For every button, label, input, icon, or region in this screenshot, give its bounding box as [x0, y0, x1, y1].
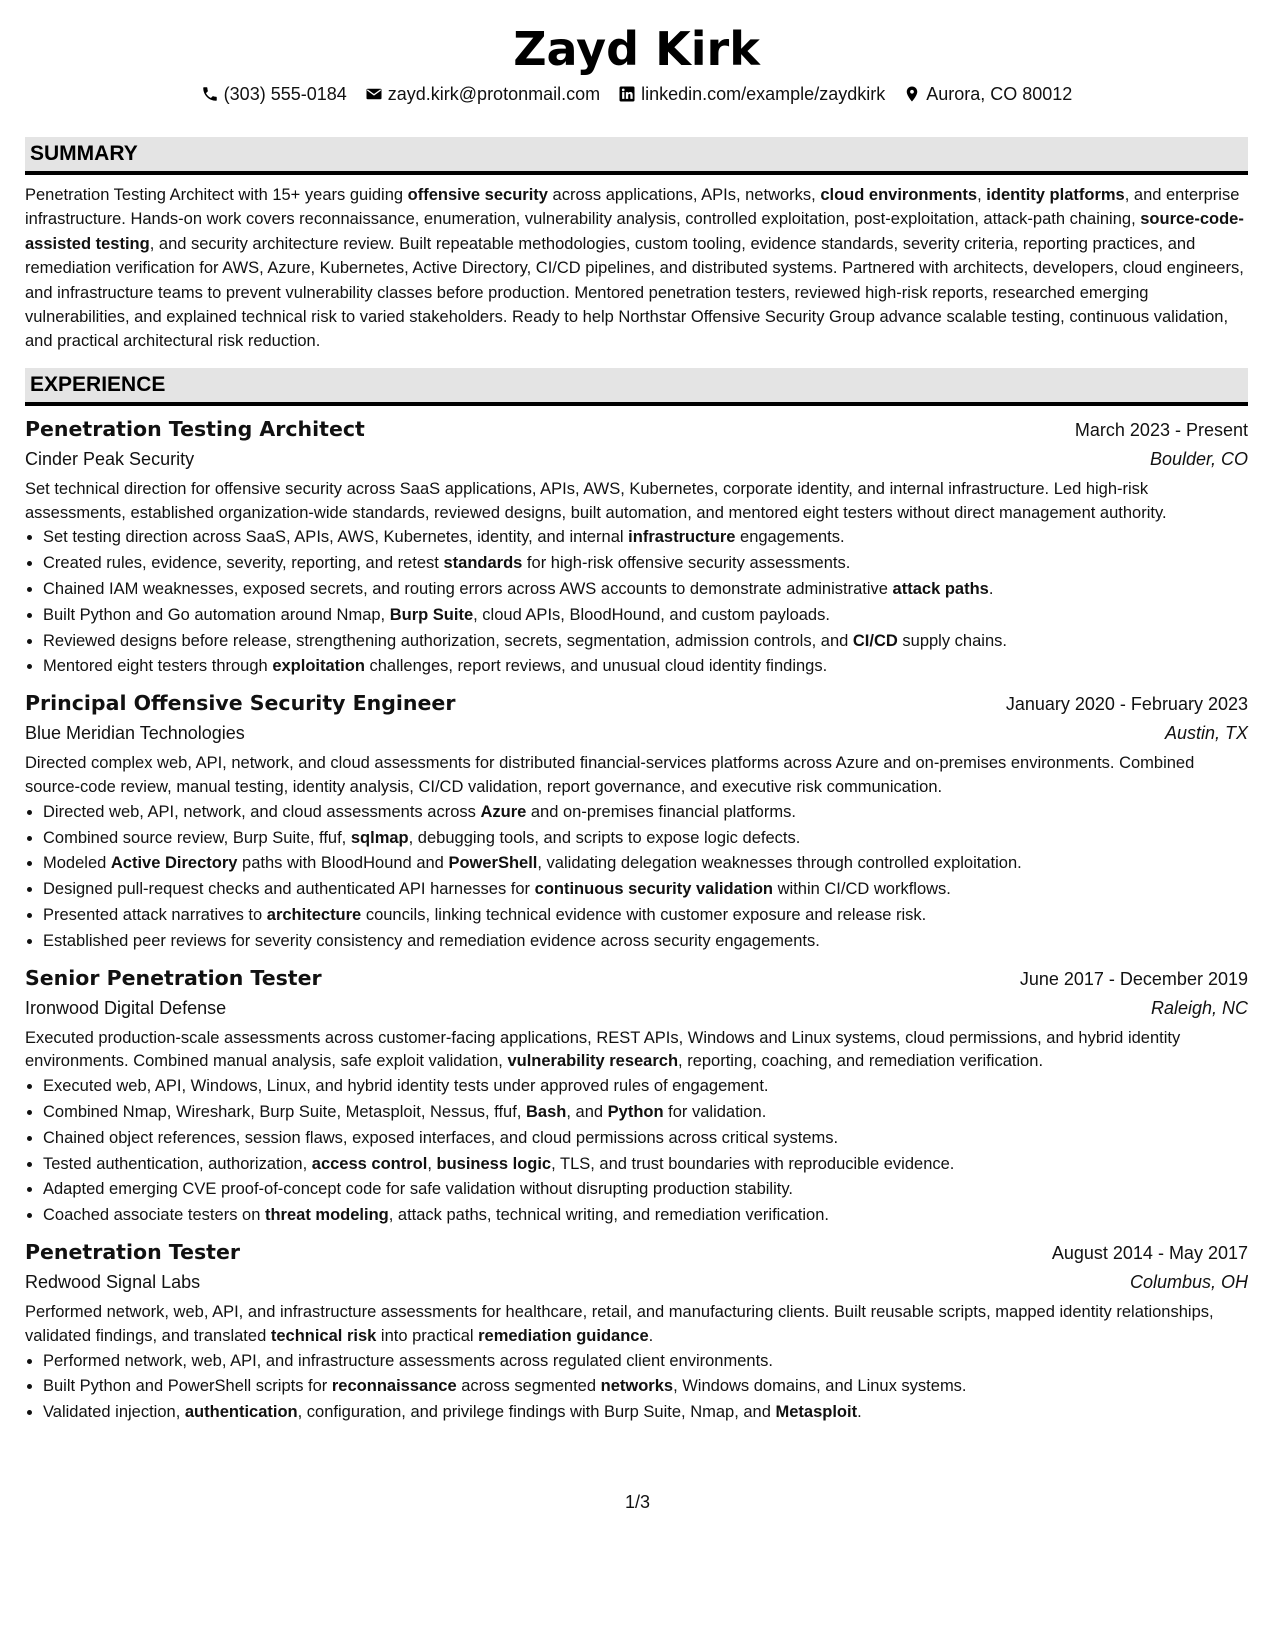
envelope-icon	[365, 85, 383, 103]
text-run: Reviewed designs before release, strengthening authorization, secrets, segmentation, admission controls, and	[43, 631, 853, 650]
bold-keyword: remediation guidance	[478, 1326, 649, 1345]
job-location: Boulder, CO	[1149, 448, 1248, 469]
text-run: , debugging tools, and scripts to expose logic defects.	[408, 828, 801, 847]
contact-phone	[201, 82, 347, 106]
bullet-item	[43, 629, 1248, 655]
experience-list	[25, 414, 1248, 1426]
job-entry	[25, 414, 1248, 680]
job-bullets	[25, 525, 1248, 680]
contact-linkedin[interactable]	[618, 82, 885, 106]
bullet-item	[43, 603, 1248, 629]
job-header	[25, 963, 1248, 993]
bold-keyword: Active Directory	[110, 854, 238, 873]
bold-keyword: PowerShell	[448, 854, 538, 873]
bold-keyword: source-code-assisted testing	[25, 210, 1244, 253]
bullet-item	[43, 1152, 1248, 1178]
bold-keyword: authentication	[184, 1403, 298, 1422]
bullet-item	[43, 1074, 1248, 1100]
text-run: Established peer reviews for severity consistency and remediation evidence across security engagements.	[43, 931, 820, 950]
linkedin-link[interactable]: linkedin.com/example/zaydkirk	[641, 84, 886, 104]
text-run: Performed network, web, API, and infrastructure assessments across regulated client environments.	[43, 1351, 774, 1370]
job-location: Raleigh, NC	[1150, 997, 1248, 1018]
bold-keyword: infrastructure	[628, 528, 736, 547]
bold-keyword: business logic	[436, 1154, 552, 1173]
text-run: engagements.	[735, 528, 845, 547]
text-run: , validating delegation weaknesses through controlled exploitation.	[537, 854, 1022, 873]
text-run: ,	[977, 186, 987, 204]
job-company: Cinder Peak Security	[25, 448, 195, 469]
text-run: into practical	[376, 1326, 479, 1345]
candidate-name: Zayd Kirk	[513, 22, 760, 76]
text-run: Designed pull-request checks and authenticated API harnesses for	[43, 880, 535, 899]
job-bullets	[25, 1074, 1248, 1229]
job-subheader	[25, 993, 1248, 1023]
job-subheader	[25, 1267, 1248, 1297]
text-run: Validated injection,	[43, 1403, 185, 1422]
job-dates: August 2014 - May 2017	[1051, 1242, 1248, 1263]
bold-keyword: Azure	[480, 802, 527, 821]
text-run: councils, linking technical evidence with customer exposure and release risk.	[361, 906, 927, 924]
bold-keyword: Metasploit	[775, 1403, 858, 1422]
bullet-item	[43, 577, 1248, 603]
text-run: , configuration, and privilege findings with Burp Suite, Nmap, and	[297, 1403, 776, 1422]
section-header-experience: EXPERIENCE	[25, 368, 1248, 406]
phone-icon	[201, 85, 219, 103]
bullet-item	[43, 1203, 1248, 1229]
bold-keyword: threat modeling	[264, 1206, 389, 1225]
text-run: , reporting, coaching, and remediation verification.	[678, 1052, 1044, 1071]
job-company: Ironwood Digital Defense	[25, 997, 227, 1018]
bold-keyword: sqlmap	[350, 828, 409, 847]
section-header-summary: SUMMARY	[25, 137, 1248, 175]
job-bullets	[25, 800, 1248, 955]
text-run: across segmented	[456, 1377, 601, 1396]
location-text: Aurora, CO 80012	[926, 84, 1073, 104]
text-run: Combined source review, Burp Suite, ffuf,	[43, 828, 351, 847]
job-description	[25, 1301, 1248, 1349]
text-run: Chained object references, session flaws, exposed interfaces, and cloud permissions across critical systems.	[43, 1128, 839, 1147]
text-run: , TLS, and trust boundaries with reproducible evidence.	[551, 1154, 955, 1173]
text-run: Presented attack narratives to	[43, 906, 267, 924]
resume-page	[25, 0, 1248, 1426]
job-header	[25, 688, 1248, 718]
contact-bar	[25, 82, 1248, 106]
bold-keyword: reconnaissance	[331, 1377, 457, 1396]
summary-text	[25, 183, 1248, 354]
text-run: , and security architecture review. Built repeatable methodologies, custom tooling, evidence standards, severity criteria, reporting practices, and remediation verification for AWS, Azure, Kubernetes, Active Directory, CI/CD pipelines, and distributed systems. Partnered with architects, developers, cloud engineers, and infrastructure teams to prevent vulnerability classes before production. Mentored penetration testers, reviewed high-risk reports, researched emerging vulnerabilities, and explained technical risk to varied stakeholders. Ready to help Northstar Offensive Security Group advance scalable testing, continuous validation, and practical architectural risk reduction.	[25, 234, 1244, 351]
job-subheader	[25, 718, 1248, 748]
bold-keyword: exploitation	[272, 657, 365, 676]
job-title: Penetration Testing Architect	[25, 416, 365, 441]
text-run: Executed production-scale assessments across customer-facing applications, REST APIs, Windows and Linux systems, cloud permissions, and hybrid identity environments. Combined manual analysis, safe exploit validation,	[25, 1028, 1181, 1071]
job-location: Columbus, OH	[1129, 1271, 1248, 1292]
bullet-item	[43, 551, 1248, 577]
bullet-item	[43, 1100, 1248, 1126]
job-header	[25, 1237, 1248, 1267]
bold-keyword: offensive security	[407, 186, 548, 204]
bullet-item	[43, 525, 1248, 551]
bullet-item	[43, 800, 1248, 826]
bold-keyword: architecture	[266, 906, 362, 924]
text-run: Directed complex web, API, network, and cloud assessments for distributed financial-services platforms across Azure and on-premises environments. Combined source-code review, manual testing, identity analysis, CI/CD validation, report governance, and executive risk communication.	[25, 754, 1195, 797]
text-run: for validation.	[663, 1102, 767, 1121]
bullet-item	[43, 851, 1248, 877]
job-bullets	[25, 1349, 1248, 1426]
bullet-item	[43, 1349, 1248, 1375]
job-entry	[25, 1237, 1248, 1426]
bold-keyword: attack paths	[892, 580, 989, 599]
text-run: challenges, report reviews, and unusual cloud identity findings.	[364, 657, 828, 676]
text-run: supply chains.	[897, 631, 1007, 650]
job-entry	[25, 688, 1248, 954]
text-run: , attack paths, technical writing, and remediation verification.	[388, 1206, 829, 1225]
job-title: Penetration Tester	[25, 1239, 240, 1264]
text-run: Coached associate testers on	[43, 1206, 265, 1225]
job-description	[25, 478, 1248, 526]
bullet-item	[43, 1374, 1248, 1400]
text-run: , and	[566, 1102, 608, 1121]
bold-keyword: cloud environments	[820, 186, 978, 204]
text-run: across applications, APIs, networks,	[547, 186, 821, 204]
bullet-item	[43, 903, 1248, 929]
linkedin-icon	[618, 85, 636, 103]
text-run: , cloud APIs, BloodHound, and custom payloads.	[473, 605, 830, 624]
text-run: Set testing direction across SaaS, APIs, AWS, Kubernetes, identity, and internal	[43, 528, 629, 547]
email-link[interactable]: zayd.kirk@protonmail.com	[387, 84, 601, 104]
bullet-item	[43, 1400, 1248, 1426]
text-run: for high-risk offensive security assessments.	[522, 554, 851, 573]
bold-keyword: networks	[600, 1377, 674, 1396]
bullet-item	[43, 654, 1248, 680]
job-description	[25, 752, 1248, 800]
text-run: Set technical direction for offensive security across SaaS applications, APIs, AWS, Kubernetes, corporate identity, and internal infrastructure. Led high-risk assessments, established organization-wide standards, reviewed designs, built automation, and mentored eight testers without direct management authority.	[25, 479, 1167, 522]
page-number: 1/3	[624, 1492, 651, 1512]
text-run: within CI/CD workflows.	[773, 880, 951, 899]
text-run: Created rules, evidence, severity, reporting, and retest	[43, 554, 444, 573]
text-run: .	[988, 580, 994, 599]
text-run: .	[857, 1403, 862, 1422]
bullet-item	[43, 929, 1248, 955]
job-location: Austin, TX	[1164, 723, 1248, 744]
job-dates: March 2023 - Present	[1074, 419, 1248, 440]
phone-text: (303) 555-0184	[223, 84, 347, 104]
job-description	[25, 1027, 1248, 1075]
bold-keyword: technical risk	[270, 1326, 377, 1345]
job-title: Principal Offensive Security Engineer	[25, 691, 456, 716]
text-run: ,	[427, 1154, 437, 1173]
job-dates: January 2020 - February 2023	[1005, 694, 1248, 715]
text-run: Combined Nmap, Wireshark, Burp Suite, Metasploit, Nessus, ffuf,	[43, 1102, 526, 1121]
bold-keyword: Python	[607, 1102, 664, 1121]
job-header	[25, 414, 1248, 444]
text-run: , and enterprise infrastructure. Hands-on work covers reconnaissance, enumeration, vulnerability analysis, controlled exploitation, post-exploitation, attack-path chaining,	[25, 186, 1240, 229]
text-run: paths with BloodHound and	[237, 854, 449, 873]
job-title: Senior Penetration Tester	[25, 965, 322, 990]
text-run: Directed web, API, network, and cloud assessments across	[43, 802, 481, 821]
job-dates: June 2017 - December 2019	[1019, 968, 1248, 989]
bold-keyword: vulnerability research	[507, 1052, 679, 1071]
text-run: Built Python and Go automation around Nmap,	[43, 605, 390, 624]
text-run: Executed web, API, Windows, Linux, and hybrid identity tests under approved rules of engagement.	[43, 1077, 769, 1096]
bold-keyword: standards	[443, 554, 523, 573]
job-company: Blue Meridian Technologies	[25, 723, 245, 744]
bold-keyword: access control	[311, 1154, 428, 1173]
bullet-item	[43, 1126, 1248, 1152]
contact-location	[903, 82, 1072, 106]
text-run: Mentored eight testers through	[43, 657, 273, 676]
text-run: Adapted emerging CVE proof-of-concept code for safe validation without disrupting production stability.	[43, 1180, 793, 1199]
bullet-item	[43, 826, 1248, 852]
job-entry	[25, 963, 1248, 1229]
job-company: Redwood Signal Labs	[25, 1271, 201, 1292]
bold-keyword: Bash	[525, 1102, 567, 1121]
text-run: and on-premises financial platforms.	[526, 802, 796, 821]
bold-keyword: identity platforms	[986, 186, 1125, 204]
bullet-item	[43, 877, 1248, 903]
text-run: .	[648, 1326, 654, 1345]
text-run: Built Python and PowerShell scripts for	[43, 1377, 332, 1396]
text-run: Chained IAM weaknesses, exposed secrets, and routing errors across AWS accounts to demonstrate administrative	[43, 580, 893, 599]
bold-keyword: Burp Suite	[389, 605, 474, 624]
bullet-item	[43, 1177, 1248, 1203]
text-run: Modeled	[43, 854, 111, 873]
map-pin-icon	[903, 85, 921, 103]
text-run: Tested authentication, authorization,	[43, 1154, 312, 1173]
contact-email[interactable]	[365, 82, 600, 106]
bold-keyword: CI/CD	[852, 631, 898, 650]
bold-keyword: continuous security validation	[534, 880, 774, 899]
text-run: Performed network, web, API, and infrastructure assessments for healthcare, retail, and manufacturing clients. Built reusable scripts, mapped identity relationships, validated findings, and translated	[25, 1302, 1214, 1345]
text-run: Penetration Testing Architect with 15+ years guiding	[25, 186, 408, 204]
job-subheader	[25, 444, 1248, 474]
text-run: , Windows domains, and Linux systems.	[673, 1377, 967, 1396]
